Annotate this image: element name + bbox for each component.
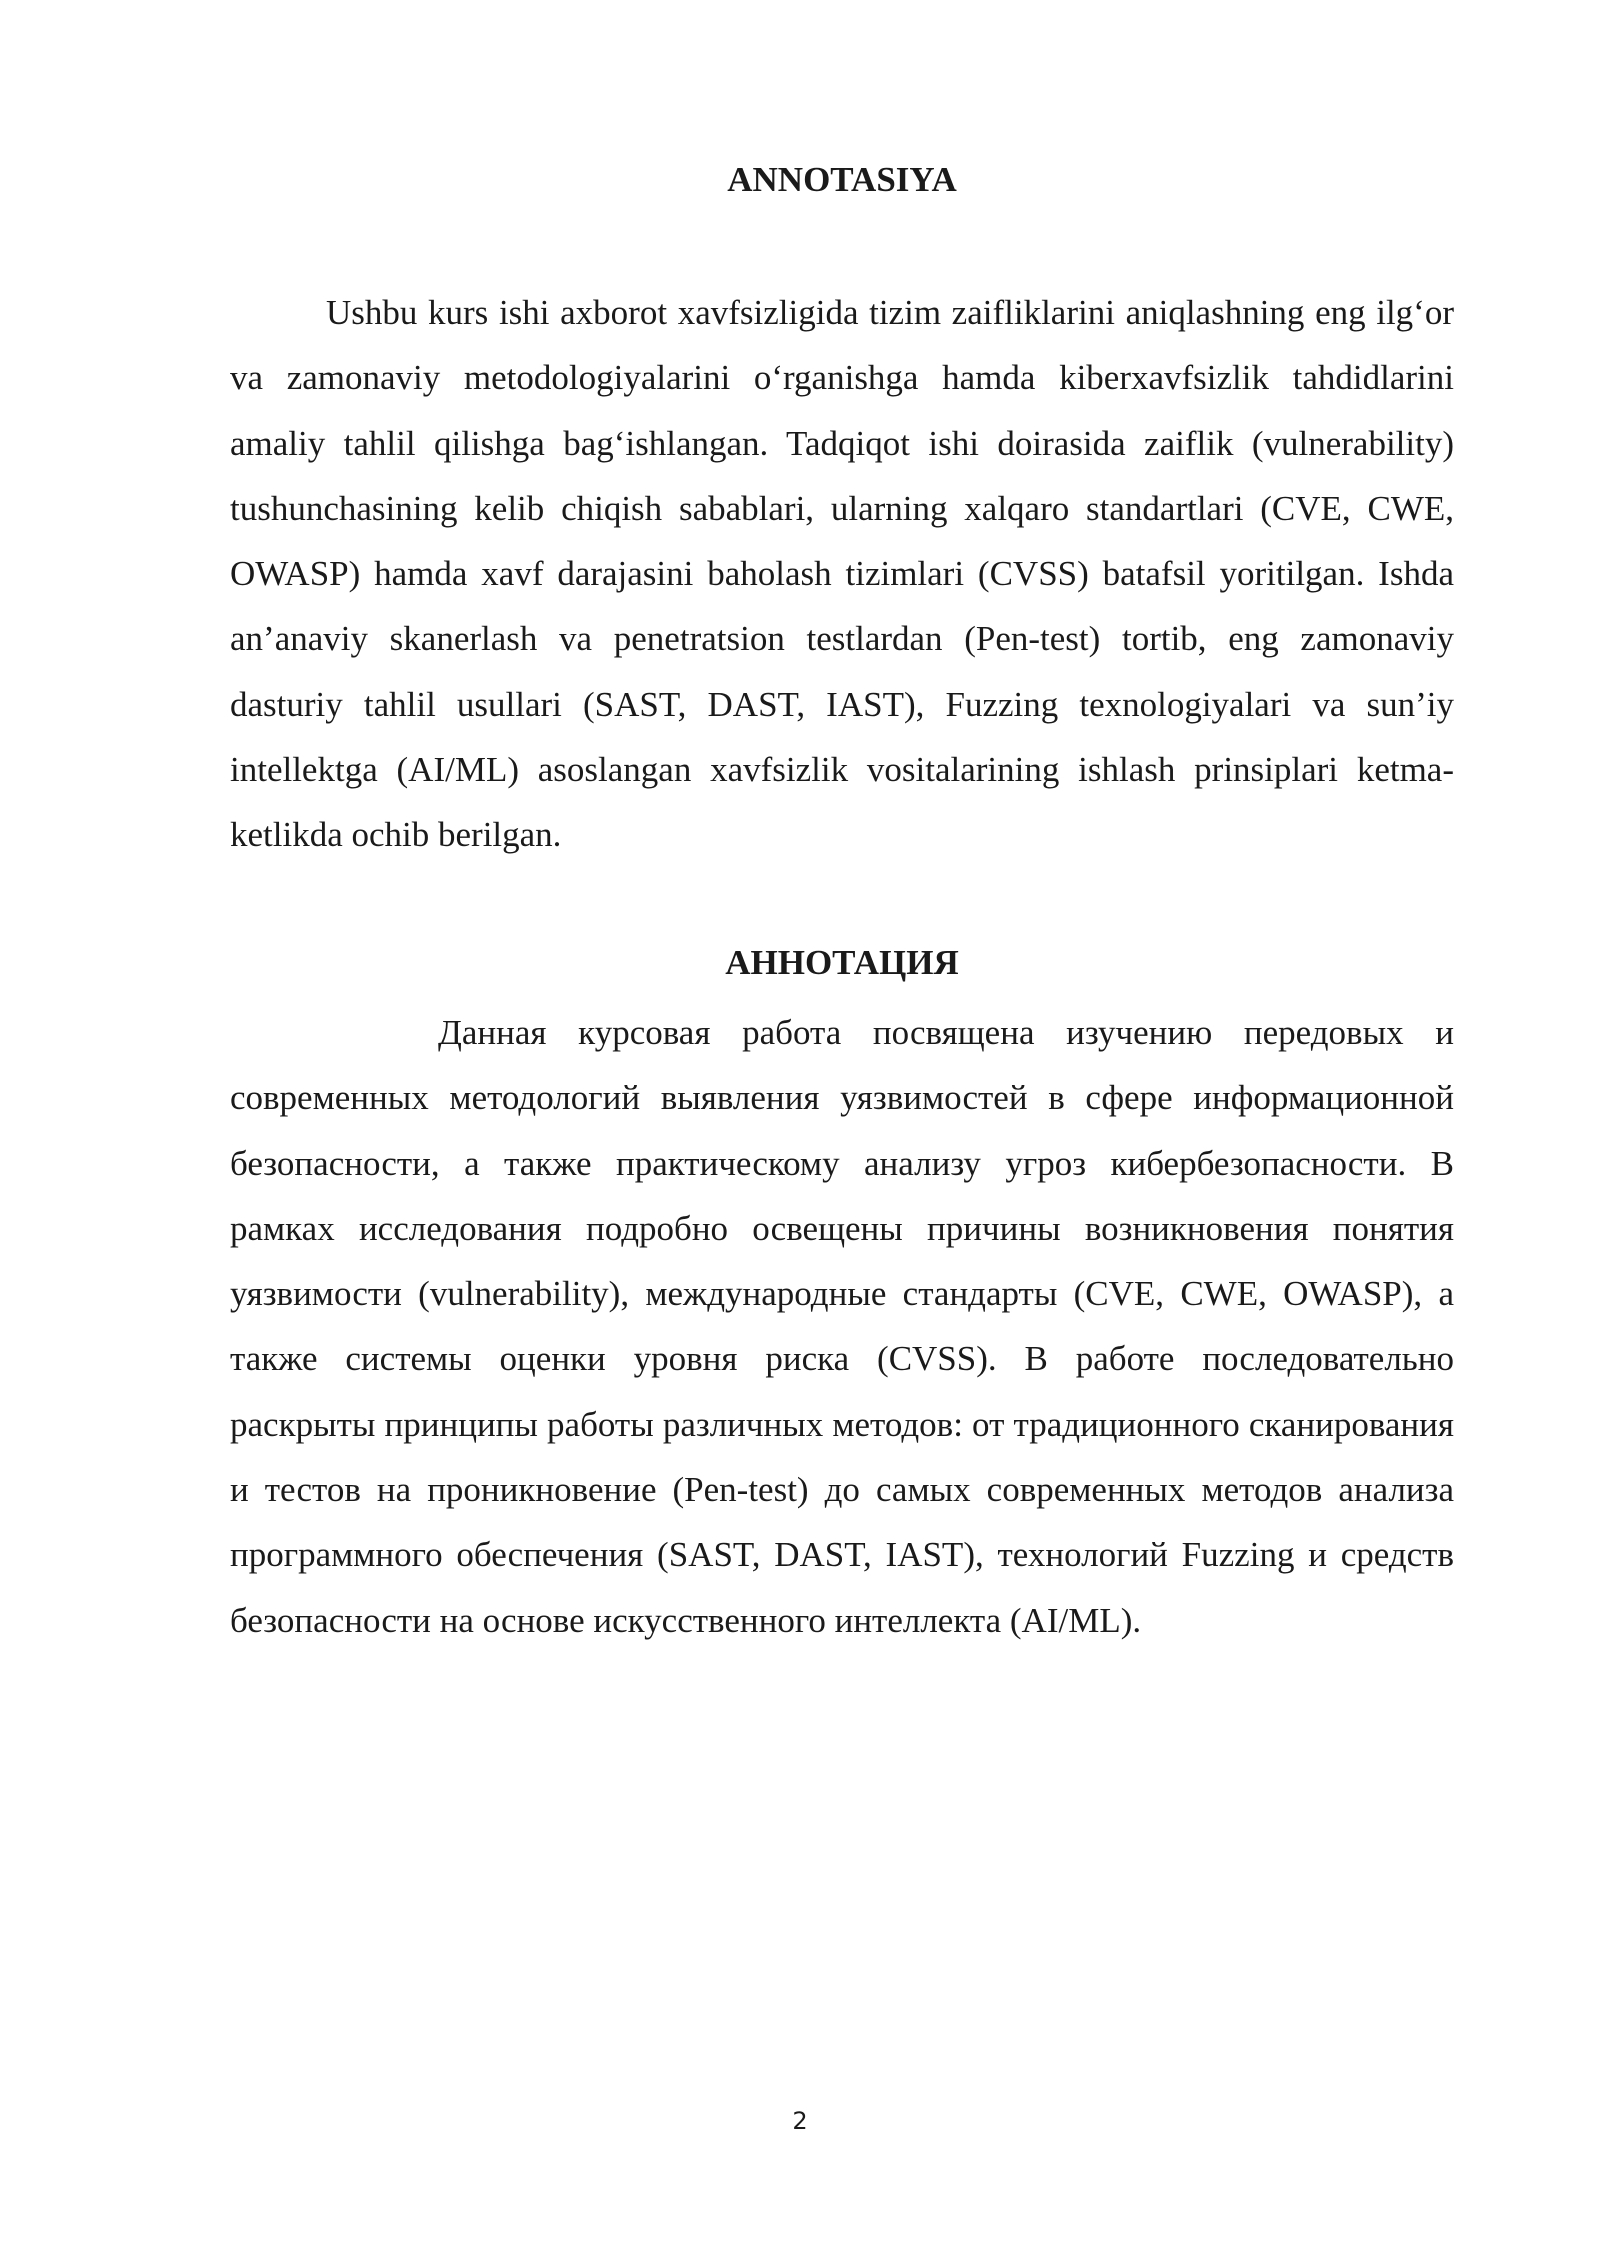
annotation-paragraph-ru: Данная курсовая работа посвящена изучению передовых и современных методологий выявления уязвимостей в сфере информационной безопасности, а также практическому анализу угроз кибербезопасности. В рамках исследования подробно освещены причины возникновения понятия уязвимости (vulnerability), международные стандарты (CVE, CWE, OWASP), а также системы оценки уровня риска (CVSS). В работе последовательно раскрыты принципы работы различных методов: от традиционного сканирования и тестов на проникновение (Pen-test) до самых современных методов анализа программного обеспечения (SAST, DAST, IAST), технологий Fuzzing и средств безопасности на основе искусственного интеллекта (AI/ML). [230, 1013, 1454, 1640]
page-number: 2 [792, 2107, 808, 2135]
annotation-title-uz: ANNOTASIYA [727, 160, 957, 199]
annotation-title-ru: АННОТАЦИЯ [725, 943, 959, 982]
annotation-paragraph-uz: Ushbu kurs ishi axborot xavfsizligida tizim zaifliklarini aniqlashning eng ilg‘or va zamonaviy metodologiyalarini o‘rganishga hamda kiberxavfsizlik tahdidlarini amaliy tahlil qilishga bag‘ishlangan. Tadqiqot ishi doirasida zaiflik (vulnerability) tushunchasining kelib chiqish sabablari, ularning xalqaro standartlari (CVE, CWE, OWASP) hamda xavf darajasini baholash tizimlari (CVSS) batafsil yoritilgan. Ishda an’anaviy skanerlash va penetratsion testlardan (Pen-test) tortib, eng zamonaviy dasturiy tahlil usullari (SAST, DAST, IAST), Fuzzing texnologiyalari va sun’iy intellektga (AI/ML) asoslangan xavfsizlik vositalarining ishlash prinsiplari ketma-ketlikda ochib berilgan. [230, 293, 1454, 855]
